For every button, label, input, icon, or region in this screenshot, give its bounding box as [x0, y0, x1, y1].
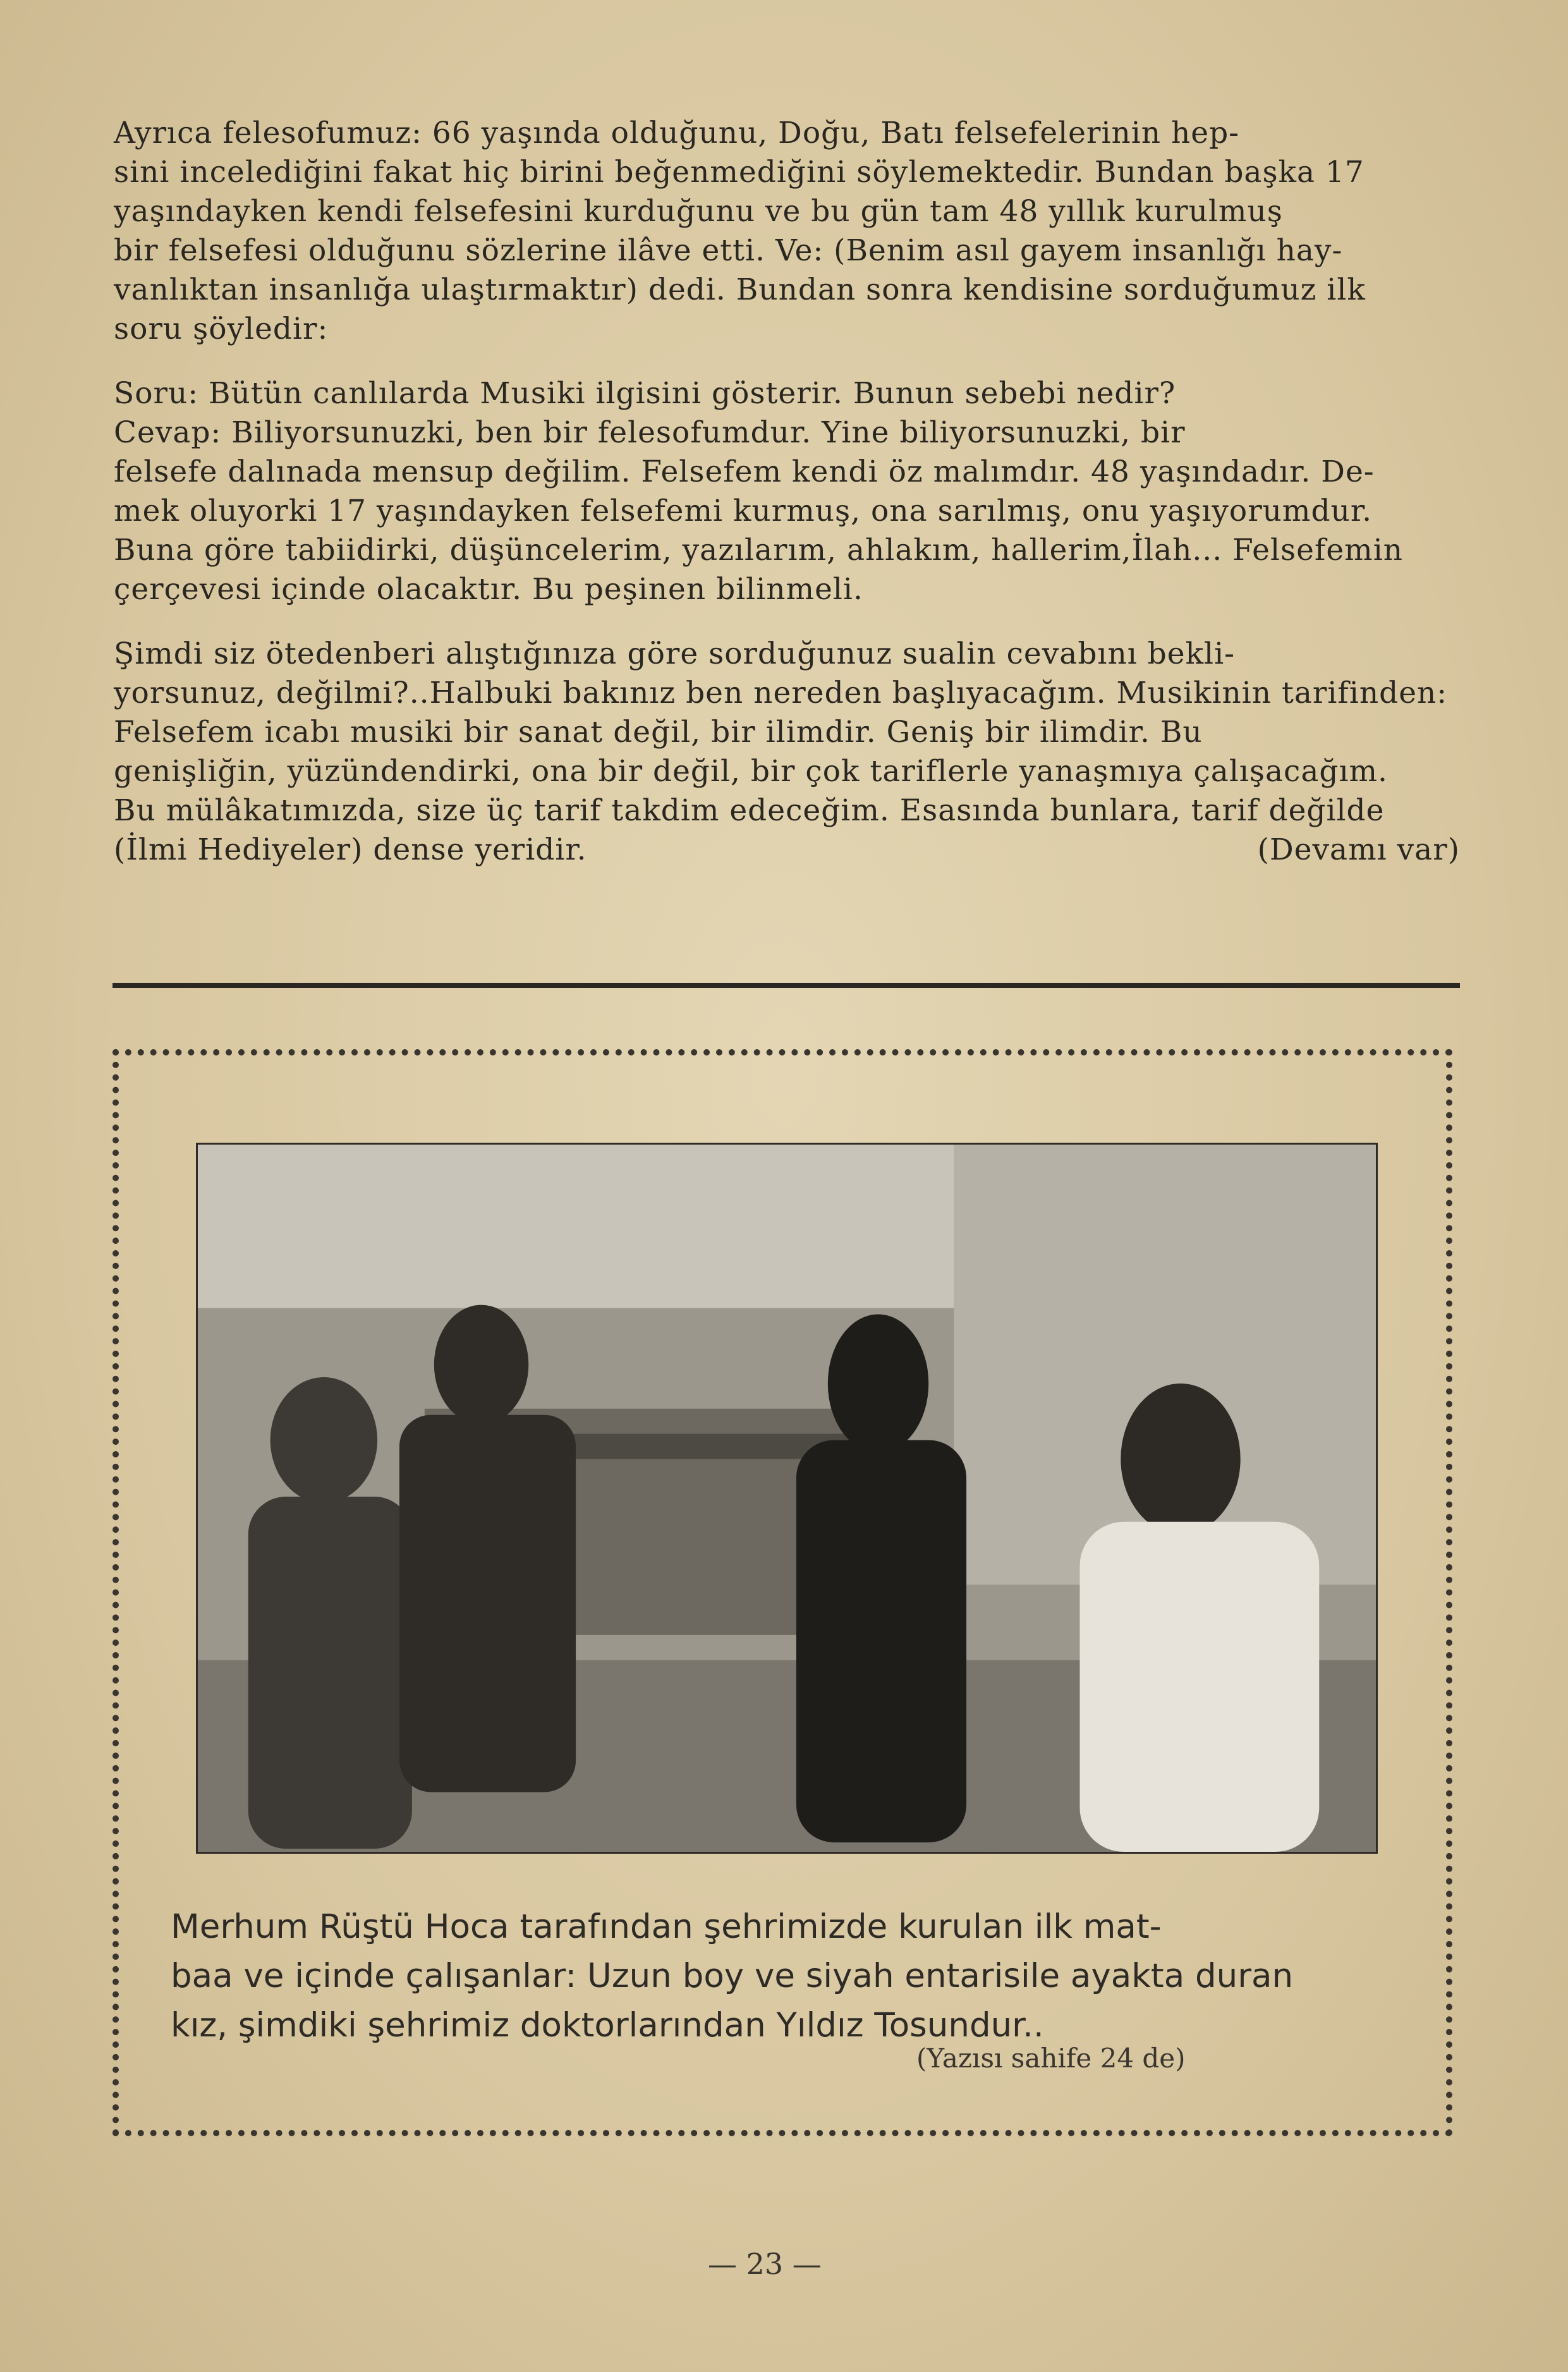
- paragraph: Ayrıca felesofumuz: 66 yaşında olduğunu, Doğu, Batı felsefelerinin hep- sini incelediğini fakat hiç birini beğenmediğini söylemektedir. Bundan başka 17 yaşındayken kendi felsefesini kurduğunu ve bu gün tam 48 yıllık kurulmuş bir felsefesi olduğunu sözlerine ilâve etti. Ve: (Benim asıl gayem insanlığı hay- vanlıktan insanlığa ulaştırmaktır) dedi. Bundan sonra kendisine sorduğumuz ilk soru şöyledir:: [114, 116, 1366, 346]
- caption-source-note: (Yazısı sahife 24 de): [916, 2043, 1186, 2074]
- photo-illustration: [198, 1145, 1376, 1852]
- printing-house-photo: [196, 1143, 1378, 1854]
- paragraph: Şimdi siz ötedenberi alıştığınıza göre sorduğunuz sualin cevabını bekli- yorsunuz, değilmi?..Halbuki bakınız ben nereden başlıyacağım. Musikinin tarifinden: Felsefem icabı musiki bir sanat değil, bir ilimdir. Geniş bir ilimdir. Bu genişliğin, yüzündendirki, ona bir değil, bir çok tariflerle yanaşmıya çalışacağım. Bu mülâkatımızda, size üç tarif takdim edeceğim. Esasında bunlara, tarif değilde (İlmi Hediyeler) dense yeridir.: [114, 636, 1448, 867]
- caption-line: baa ve içinde çalışanlar: Uzun boy ve siyah entarisile ayakta duran: [171, 1957, 1294, 1995]
- article-body: [114, 114, 1460, 870]
- caption-line: kız, şimdiki şehrimiz doktorlarından Yıldız Tosundur..: [171, 2006, 1044, 2045]
- divider-rule: [112, 983, 1460, 988]
- page-number: — 23 —: [708, 2247, 822, 2281]
- caption-line: Merhum Rüştü Hoca tarafından şehrimizde kurulan ilk mat-: [171, 1907, 1162, 1946]
- photo-caption: [171, 1902, 1403, 2050]
- continued-note: (Devamı var): [1257, 832, 1460, 867]
- paragraph: Soru: Bütün canlılarda Musiki ilgisini gösterir. Bunun sebebi nedir? Cevap: Biliyorsunuzki, ben bir felesofumdur. Yine biliyorsunuzki, bir felsefe dalınada mensup değilim. Felsefem kendi öz malımdır. 48 yaşındadır. De- mek oluyorki 17 yaşındayken felsefemi kurmuş, ona sarılmış, onu yaşıyorumdur. Buna göre tabiidirki, düşüncelerim, yazılarım, ahlakım, hallerim,İlah... Felsefemin çerçevesi içinde olacaktır. Bu peşinen bilinmeli.: [114, 376, 1404, 607]
